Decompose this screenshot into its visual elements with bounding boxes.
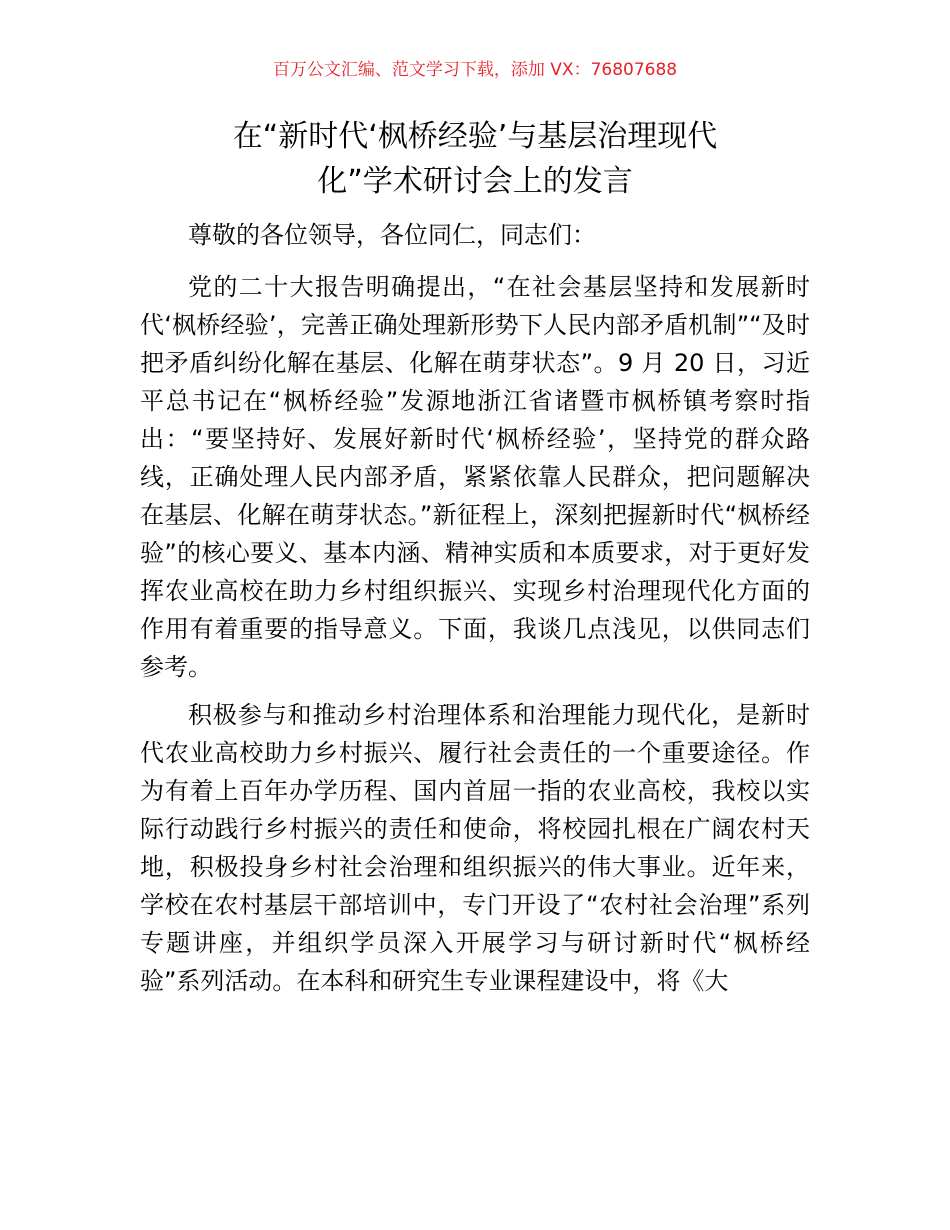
title-line-2: 化”学术研讨会上的发言 (317, 164, 633, 199)
paragraph-1: 党的二十大报告明确提出，“在社会基层坚持和发展新时代‘枫桥经验’，完善正确处理新形势下人民内部矛盾机制”“及时把矛盾纠纷化解在基层、化解在萌芽状态”。9 月 20 日，习近平总书记在“枫桥经验”发源地浙江省诸暨市枫桥镇考察时指出：“要坚持好、发展好新时代‘枫桥经验’，坚持党的群众路线，正确处理人民内部矛盾，紧紧依靠人民群众，把问题解决在基层、化解在萌芽状态。”新征程上，深刻把握新时代“枫桥经验”的核心要义、基本内涵、精神实质和本质要求，对于更好发挥农业高校在助力乡村组织振兴、实现乡村治理现代化方面的作用有着重要的指导意义。下面，我谈几点浅见，以供同志们参考。 (140, 273, 810, 681)
document-title (140, 114, 810, 204)
header-notice: 百万公文汇编、范文学习下载，添加 VX：76807688 (272, 60, 678, 80)
document-body (140, 216, 810, 1010)
salutation: 尊敬的各位领导，各位同仁，同志们： (188, 221, 596, 249)
title-line-1: 在“新时代‘枫桥经验’与基层治理现代 (232, 119, 718, 154)
paragraph-2: 积极参与和推动乡村治理体系和治理能力现代化，是新时代农业高校助力乡村振兴、履行社会责任的一个重要途径。作为有着上百年办学历程、国内首屈一指的农业高校，我校以实际行动践行乡村振兴的责任和使命，将校园扎根在广阔农村天地，积极投身乡村社会治理和组织振兴的伟大事业。近年来，学校在农村基层干部培训中，专门开设了“农村社会治理”系列专题讲座，并组织学员深入开展学习与研讨新时代“枫桥经验”系列活动。在本科和研究生专业课程建设中，将《大 (140, 701, 810, 995)
